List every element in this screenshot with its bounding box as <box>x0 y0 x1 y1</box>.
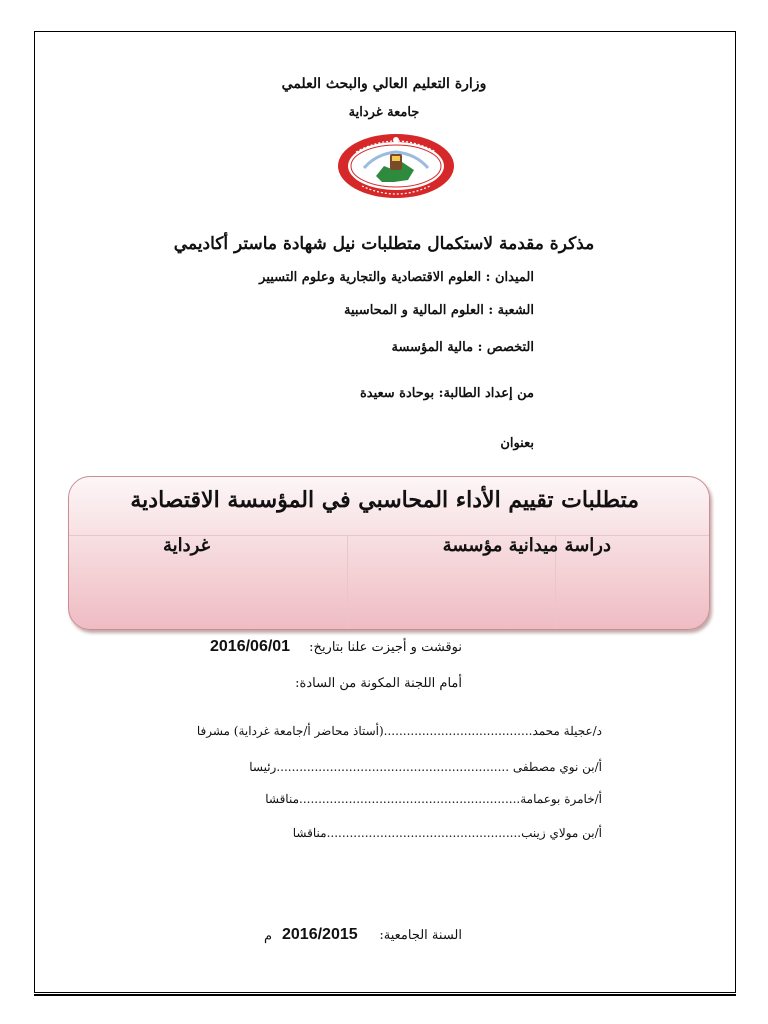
box-grid-line <box>347 535 348 629</box>
case-study-label: دراسة ميدانية مؤسسة <box>442 535 611 556</box>
case-study-city: غرداية <box>163 535 211 556</box>
defense-date: 2016/06/01 <box>210 638 291 655</box>
page-border-bottom-rule <box>34 994 736 996</box>
university-seal-logo <box>336 132 456 200</box>
committee-label: أمام اللجنة المكونة من السادة: <box>295 676 462 691</box>
academic-year-suffix: م <box>264 929 273 944</box>
ministry-name: وزارة التعليم العالي والبحث العلمي <box>281 76 487 92</box>
committee-member: أ/بن نوي مصطفى .............................................................رئيسا <box>249 760 602 774</box>
thesis-title: متطلبات تقييم الأداء المحاسبي في المؤسسة الاقتصادية <box>130 487 639 513</box>
academic-year-value: 2016/2015 <box>282 926 358 943</box>
committee-member: أ/خامرة بوعمامة..........................................................مناقشا <box>265 792 602 806</box>
thesis-title-box <box>68 476 710 630</box>
specialty: التخصص : مالية المؤسسة <box>391 340 534 355</box>
memo-title: مذكرة مقدمة لاستكمال متطلبات نيل شهادة ماستر أكاديمي <box>173 234 595 254</box>
academic-year-label: السنة الجامعية: <box>379 928 462 943</box>
defense-label: نوقشت و أجيزت علنا بتاريخ: <box>309 640 462 655</box>
committee-member: د/عجيلة محمد.......................................(أستاذ محاضر أ/جامعة غرداية) مشرفا <box>196 724 602 738</box>
committee-member: أ/بن مولاي زينب...................................................مناقشا <box>292 826 602 840</box>
title-label: بعنوان <box>500 436 534 451</box>
branch-of-study: الشعبة : العلوم المالية و المحاسبية <box>343 303 534 318</box>
university-name: جامعة غرداية <box>348 105 420 120</box>
student-name: من إعداد الطالبة: بوحادة سعيدة <box>359 386 534 401</box>
field-of-study: الميدان : العلوم الاقتصادية والتجارية وعلوم التسيير <box>259 270 534 285</box>
